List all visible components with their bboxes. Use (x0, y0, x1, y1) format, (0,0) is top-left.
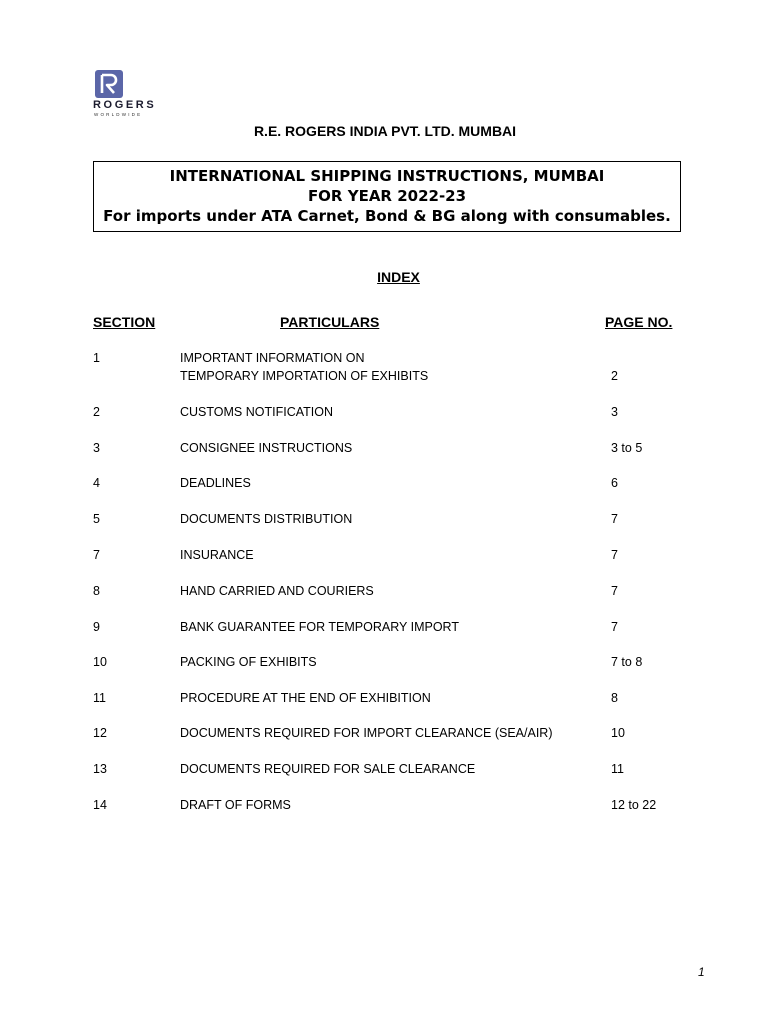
row-particulars: CUSTOMS NOTIFICATION (180, 405, 334, 419)
row-particulars: DEADLINES (180, 476, 251, 490)
row-page: 12 to 22 (611, 798, 657, 812)
row-particulars: IMPORTANT INFORMATION ON TEMPORARY IMPORTATION OF EXHIBITS (180, 351, 429, 383)
row-particulars: HAND CARRIED AND COURIERS (180, 584, 374, 598)
row-particulars: INSURANCE (180, 548, 254, 562)
index-heading: INDEX (377, 269, 420, 285)
row-section: 2 (93, 405, 100, 419)
title-line-1: INTERNATIONAL SHIPPING INSTRUCTIONS, MUMBAI (169, 167, 605, 185)
row-section: 14 (93, 798, 107, 812)
row-page: 8 (611, 691, 618, 705)
row-section: 4 (93, 476, 100, 490)
header-page-no: PAGE NO. (605, 314, 673, 330)
row-particulars: DOCUMENTS REQUIRED FOR IMPORT CLEARANCE (SEA/AIR) (180, 726, 553, 740)
row-page: 7 to 8 (611, 655, 643, 669)
header-particulars: PARTICULARS (280, 314, 380, 330)
row-particulars: PACKING OF EXHIBITS (180, 655, 317, 669)
row-section: 11 (93, 691, 106, 705)
row-page: 7 (611, 512, 618, 526)
row-section: 13 (93, 762, 107, 776)
row-page: 3 to 5 (611, 441, 643, 455)
page-number: 1 (698, 965, 705, 979)
company-name: R.E. ROGERS INDIA PVT. LTD. MUMBAI (253, 123, 517, 139)
row-particulars: DOCUMENTS REQUIRED FOR SALE CLEARANCE (180, 762, 476, 776)
row-particulars: CONSIGNEE INSTRUCTIONS (180, 441, 353, 455)
row-particulars: DRAFT OF FORMS (180, 798, 291, 812)
row-section: 3 (93, 441, 100, 455)
row-page: 10 (611, 726, 625, 740)
row-page: 11 (611, 762, 624, 776)
row-section: 7 (93, 548, 100, 562)
row-page: 7 (611, 548, 618, 562)
title-line-3: For imports under ATA Carnet, Bond & BG along with consumables. (103, 207, 671, 225)
row-section: 5 (93, 512, 100, 526)
logo-r-icon (95, 70, 123, 98)
logo-subtitle: WORLDWIDE (94, 112, 143, 117)
row-section: 1 (93, 351, 100, 365)
row-section: 12 (93, 726, 107, 740)
row-section: 10 (93, 655, 107, 669)
row-page: 7 (611, 584, 618, 598)
row-particulars: DOCUMENTS DISTRIBUTION (180, 512, 353, 526)
company-logo (93, 70, 159, 120)
row-page: 7 (611, 620, 618, 634)
row-section: 8 (93, 584, 100, 598)
row-section: 9 (93, 620, 100, 634)
title-line-2: FOR YEAR 2022-23 (307, 187, 467, 205)
row-page: 2 (611, 369, 618, 383)
row-page: 3 (611, 405, 618, 419)
document-title-box (93, 161, 681, 232)
logo-name: ROGERS (93, 99, 157, 111)
row-particulars: BANK GUARANTEE FOR TEMPORARY IMPORT (180, 620, 459, 634)
header-section: SECTION (93, 314, 156, 330)
row-page: 6 (611, 476, 618, 490)
row-particulars: PROCEDURE AT THE END OF EXHIBITION (180, 691, 431, 705)
